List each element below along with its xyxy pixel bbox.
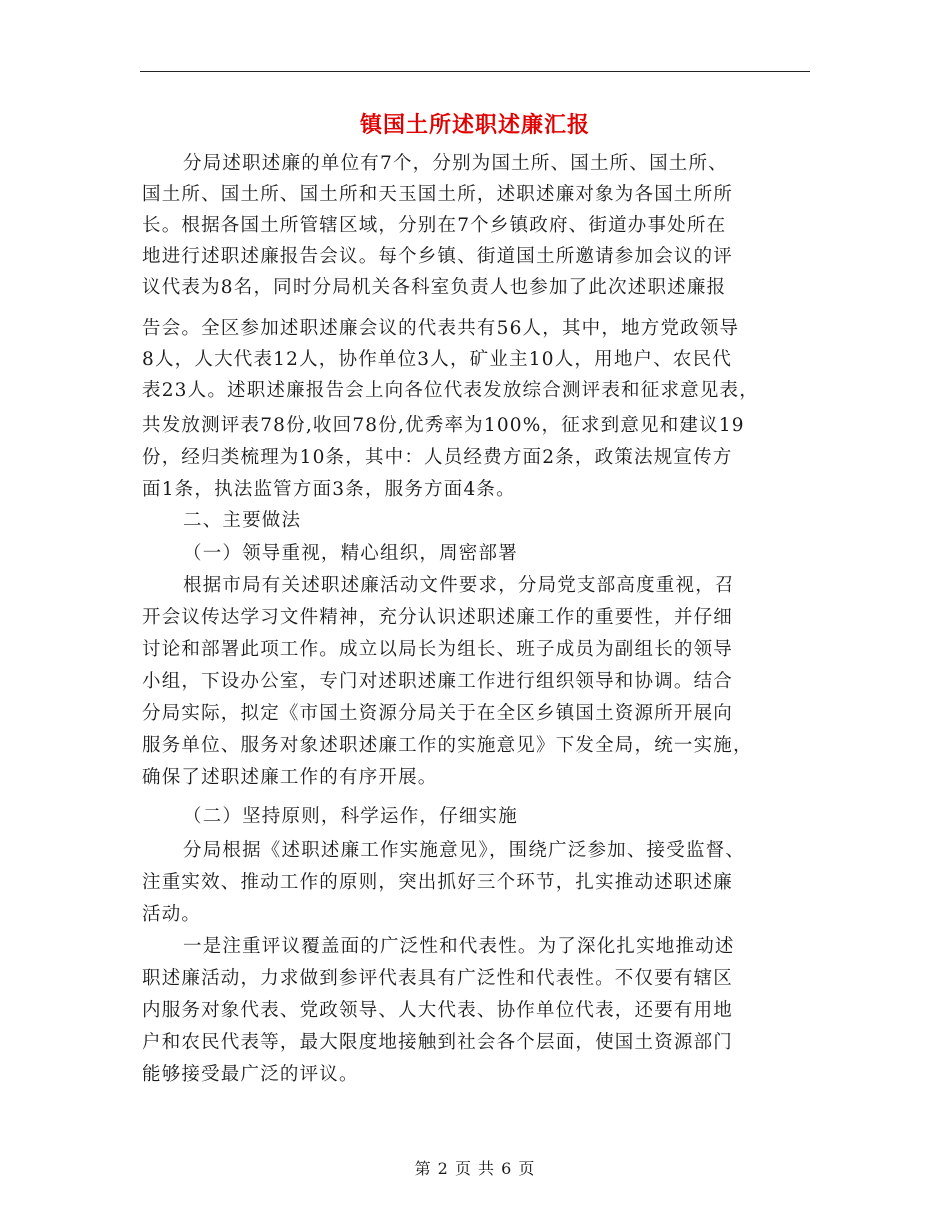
paragraph-line: 服务单位、服务对象述职述廉工作的实施意见》下发全局，统一实施，	[142, 735, 753, 756]
subsection-heading: （二）坚持原则，科学运作，仔细实施	[183, 806, 518, 827]
paragraph-line: 国土所、国土所、国土所和天玉国土所，述职述廉对象为各国土所所	[142, 184, 734, 205]
paragraph-line: 共发放测评表78份,收回78份,优秀率为100%，征求到意见和建议19	[142, 415, 745, 436]
paragraph-line: 面1条，执法监管方面3条，服务方面4条。	[142, 479, 516, 500]
paragraph-line: 8人，人大代表12人，协作单位3人，矿业主10人，用地户、农民代	[142, 349, 733, 370]
paragraph-line: 告会。全区参加述职述廉会议的代表共有56人，其中，地方党政领导	[142, 318, 740, 339]
paragraph-line: 地进行述职述廉报告会议。每个乡镇、街道国土所邀请参加会议的评	[142, 246, 734, 267]
paragraph-line: 讨论和部署此项工作。成立以局长为组长、班子成员为副组长的领导	[142, 639, 734, 660]
document-title: 镇国土所述职述廉汇报	[359, 113, 590, 138]
header-rule	[140, 71, 810, 72]
paragraph-line: 活动。	[142, 904, 202, 925]
paragraph-line: 能够接受最广泛的评议。	[142, 1064, 359, 1085]
paragraph-line: 长。根据各国土所管辖区域，分别在7个乡镇政府、街道办事处所在	[142, 215, 727, 236]
paragraph-line: 注重实效、推动工作的原则，突出抓好三个环节，扎实推动述职述廉	[142, 872, 734, 893]
paragraph-line: 户和农民代表等，最大限度地接触到社会各个层面，使国土资源部门	[142, 1032, 734, 1053]
paragraph-line: 内服务对象代表、党政领导、人大代表、协作单位代表，还要有用地	[142, 1000, 734, 1021]
section-heading: 二、主要做法	[183, 510, 302, 531]
paragraph-line: 表23人。述职述廉报告会上向各位代表发放综合测评表和征求意见表，	[142, 380, 759, 401]
paragraph-line: 议代表为8名，同时分局机关各科室负责人也参加了此次述职述廉报	[142, 277, 727, 298]
paragraph-line: 分局根据《述职述廉工作实施意见》，围绕广泛参加、接受监督、	[183, 840, 746, 861]
paragraph-line: 根据市局有关述职述廉活动文件要求，分局党支部高度重视，召	[183, 575, 735, 596]
paragraph-line: 一是注重评议覆盖面的广泛性和代表性。为了深化扎实地推动述	[183, 936, 735, 957]
paragraph-line: 职述廉活动，力求做到参评代表具有广泛性和代表性。不仅要有辖区	[142, 968, 734, 989]
subsection-heading: （一）领导重视，精心组织，周密部署	[183, 543, 518, 564]
page-number-footer: 第 2 页 共 6 页	[414, 1159, 536, 1178]
paragraph-line: 分局述职述廉的单位有7个，分别为国土所、国土所、国土所、	[183, 153, 728, 174]
paragraph-line: 开会议传达学习文件精神，充分认识述职述廉工作的重要性，并仔细	[142, 607, 734, 628]
paragraph-line: 分局实际，拟定《市国土资源分局关于在全区乡镇国土资源所开展向	[142, 703, 734, 724]
paragraph-line: 小组，下设办公室，专门对述职述廉工作进行组织领导和协调。结合	[142, 671, 734, 692]
paragraph-line: 确保了述职述廉工作的有序开展。	[142, 767, 438, 788]
paragraph-line: 份，经归类梳理为10条，其中：人员经费方面2条，政策法规宣传方	[142, 447, 733, 468]
